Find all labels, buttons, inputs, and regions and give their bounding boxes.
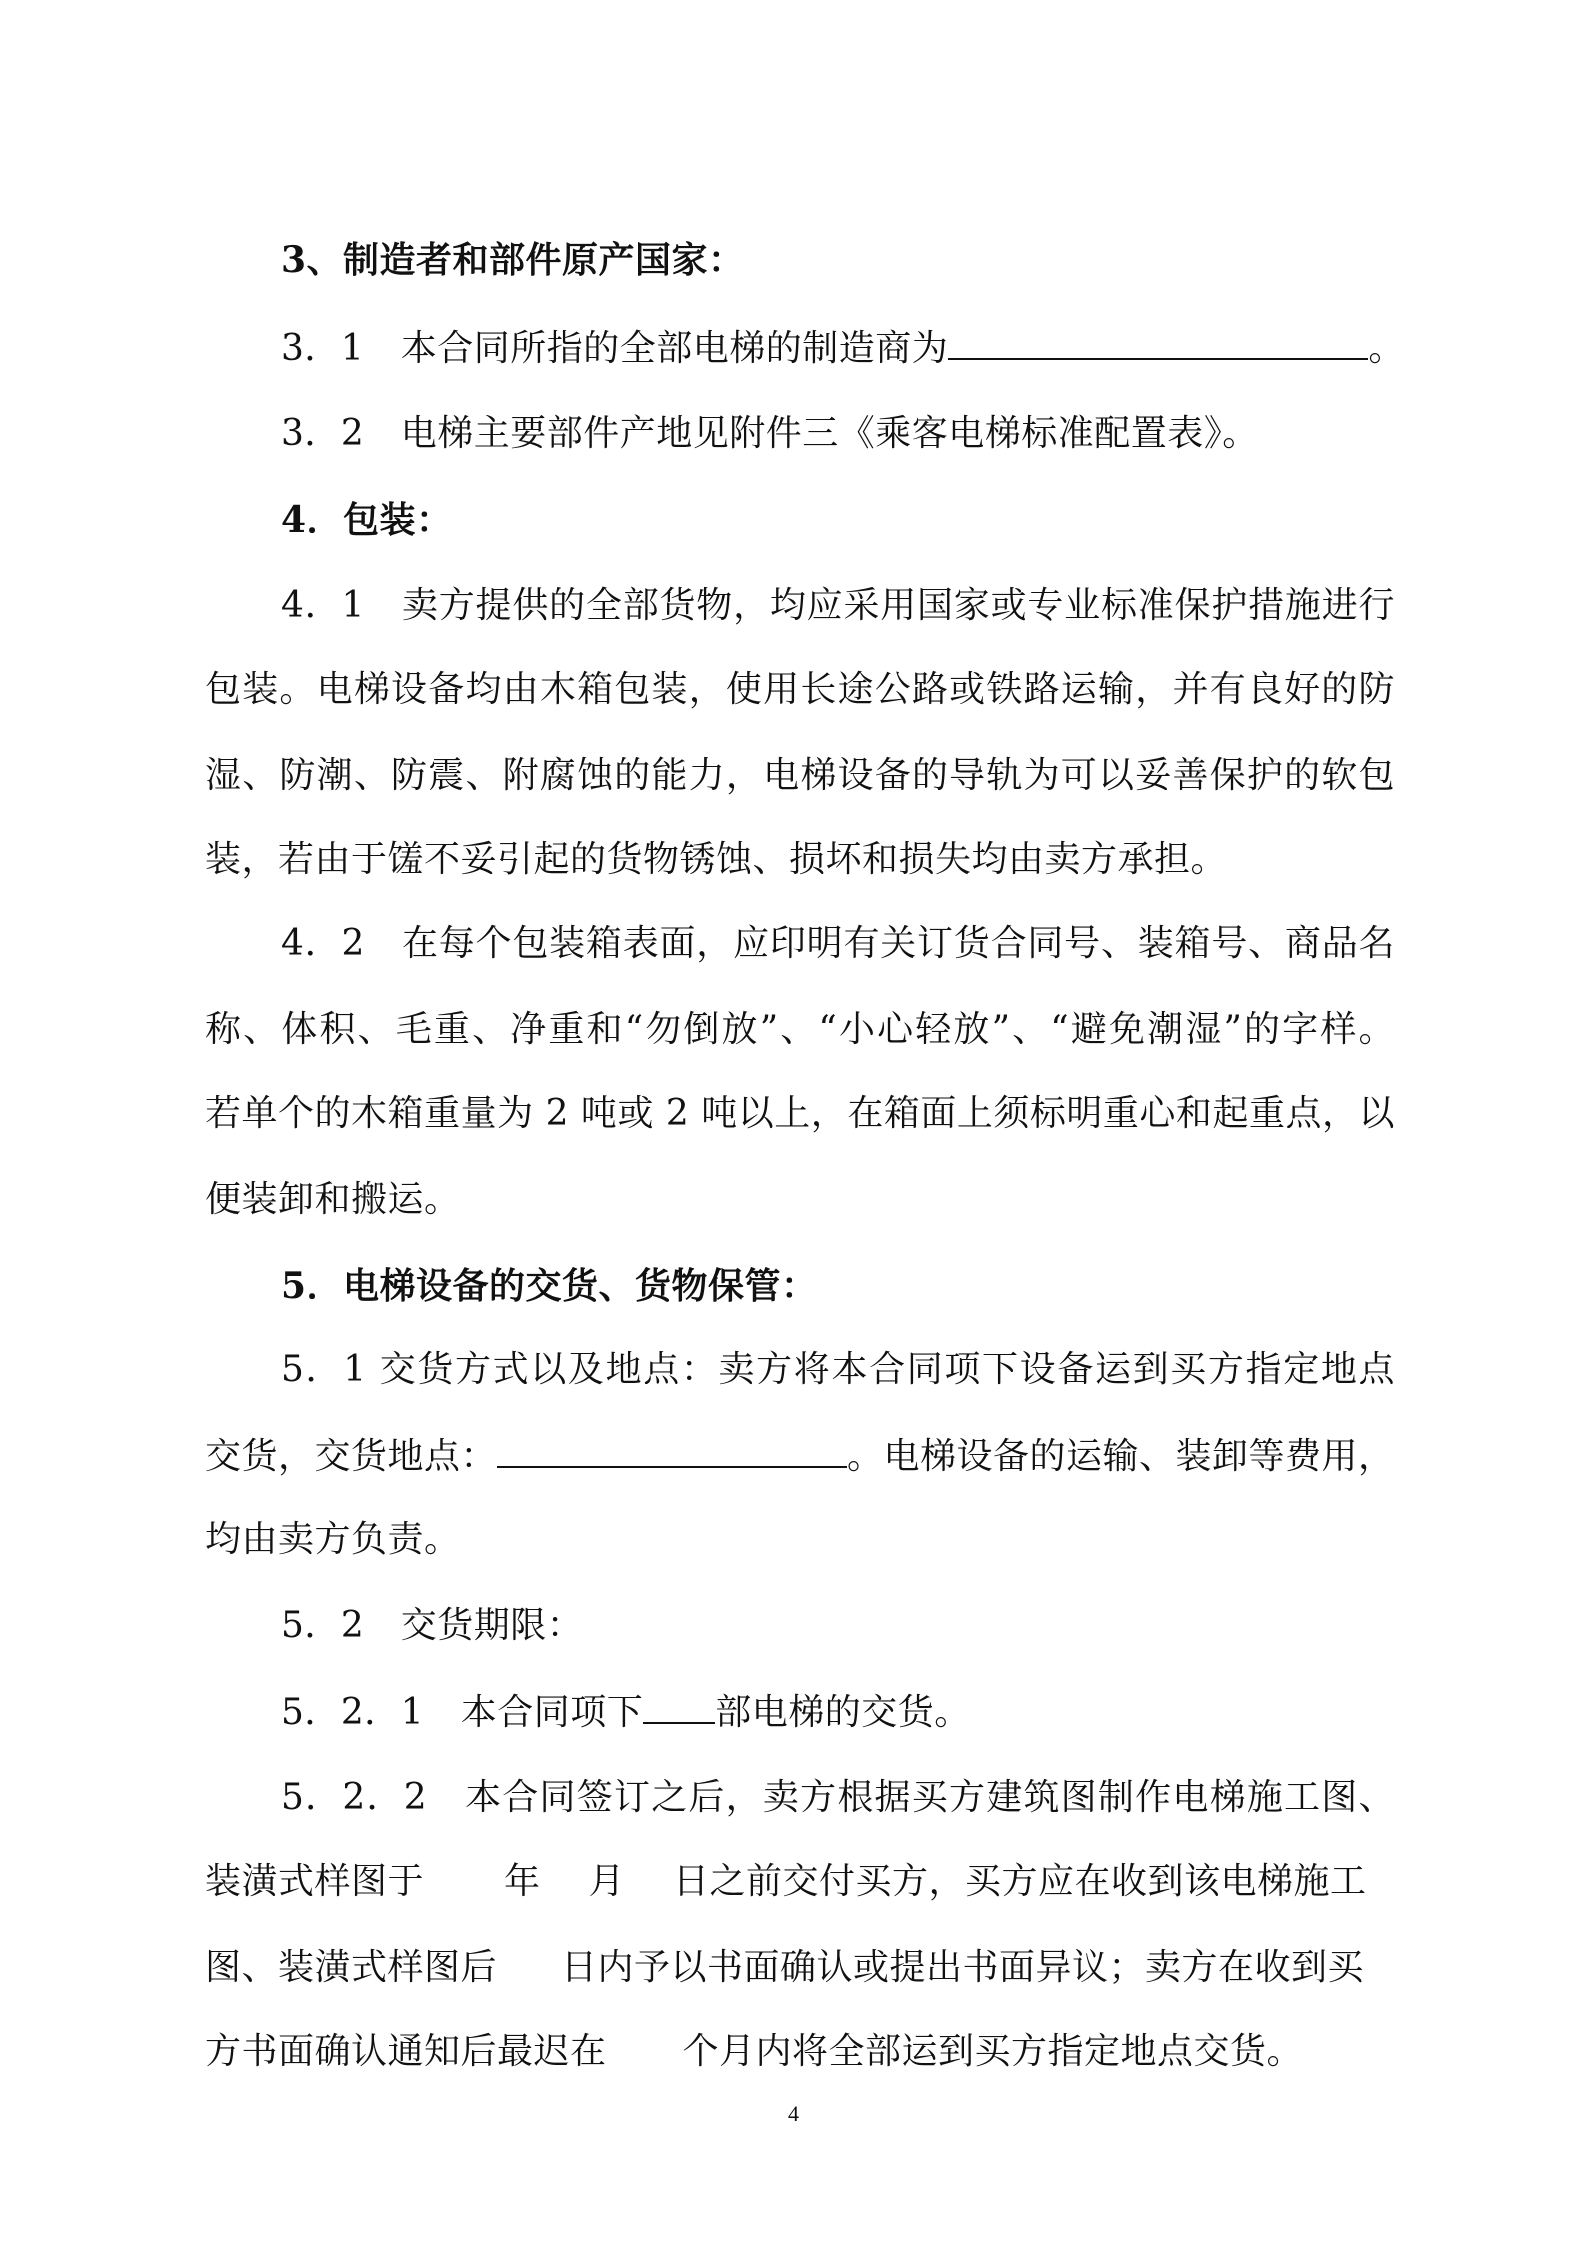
year-label: 年 [504,1861,541,1902]
clause-4-1-line-3: 湿、防潮、防震、附腐蚀的能力，电梯设备的导轨为可以妥善保护的软包 [205,755,1395,796]
clause-5-2-2-line-4-a: 方书面确认通知后最迟在 [205,2031,607,2072]
clause-4-1-line-4: 装，若由于馐不妥引起的货物锈蚀、损坏和损失均由卖方承担。 [205,839,1228,880]
manufacturer-blank[interactable] [948,324,1368,360]
clause-3-1-end: 。 [1368,328,1405,369]
clause-5-2-1-end: 部电梯的交货。 [715,1692,971,1733]
delivery-location-blank[interactable] [497,1432,847,1468]
page-number: 4 [788,2101,799,2126]
clause-5-1-line-2-start: 交货，交货地点： [205,1436,498,1477]
clause-5-2-2-line-3-a: 图、装潢式样图后 [205,1947,498,1988]
clause-5-1-line-1: 5．1 交货方式以及地点：卖方将本合同项下设备运到买方指定地点 [281,1349,1395,1390]
section-3-heading: 3、制造者和部件原产国家： [281,239,745,281]
clause-4-2-line-1: 4．2 在每个包装箱表面，应印明有关订货合同号、装箱号、商品名 [281,923,1395,964]
clause-5-2-2-line-3-b: 日内予以书面确认或提出书面异议；卖方在收到买 [561,1947,1365,1988]
clause-5-2-2-line-1: 5．2．2 本合同签订之后，卖方根据买方建筑图制作电梯施工图、 [281,1777,1395,1818]
clause-4-2-line-3: 若单个的木箱重量为 2 吨或 2 吨以上，在箱面上须标明重心和起重点，以 [205,1093,1395,1134]
clause-5-2: 5．2 交货期限： [281,1605,584,1646]
clause-5-2-2-line-3 [205,1944,1395,1992]
clause-5-2-2-line-2-a: 装潢式样图于 [205,1861,425,1902]
clause-5-1-line-3: 均由卖方负责。 [205,1519,461,1560]
clause-5-2-2-line-2-d: 日之前交付买方，买方应在收到该电梯施工 [673,1861,1367,1902]
clause-5-2-2-line-4 [205,2028,1395,2076]
clause-3-1 [281,324,1405,373]
section-5-heading: 5．电梯设备的交货、货物保管： [281,1265,818,1307]
clause-5-2-2-line-2 [205,1858,1395,1906]
clause-4-1-line-1: 4．1 卖方提供的全部货物，均应采用国家或专业标准保护措施进行 [281,585,1395,626]
clause-4-1-line-2: 包装。电梯设备均由木箱包装，使用长途公路或铁路运输，并有良好的防 [205,669,1395,710]
elevator-count-blank[interactable] [643,1688,715,1724]
month-label: 月 [588,1861,626,1902]
clause-3-2: 3．2 电梯主要部件产地见附件三《乘客电梯标准配置表》。 [281,413,1259,454]
clause-4-2-line-4: 便装卸和搬运。 [205,1179,461,1220]
clause-5-1-line-2 [205,1432,1395,1481]
clause-5-2-1-start: 5．2．1 本合同项下 [281,1692,644,1733]
clause-5-2-2-line-4-b: 个月内将全部运到买方指定地点交货。 [682,2031,1304,2072]
clause-5-1-line-2-end: 。电梯设备的运输、装卸等费用， [847,1436,1395,1477]
clause-3-1-text: 3．1 本合同所指的全部电梯的制造商为 [281,328,949,369]
section-4-heading: 4．包装： [281,499,453,541]
clause-5-2-1 [281,1688,1395,1737]
clause-4-2-line-2: 称、体积、毛重、净重和“勿倒放”、“小心轻放”、“避免潮湿”的字样。 [205,1009,1395,1050]
